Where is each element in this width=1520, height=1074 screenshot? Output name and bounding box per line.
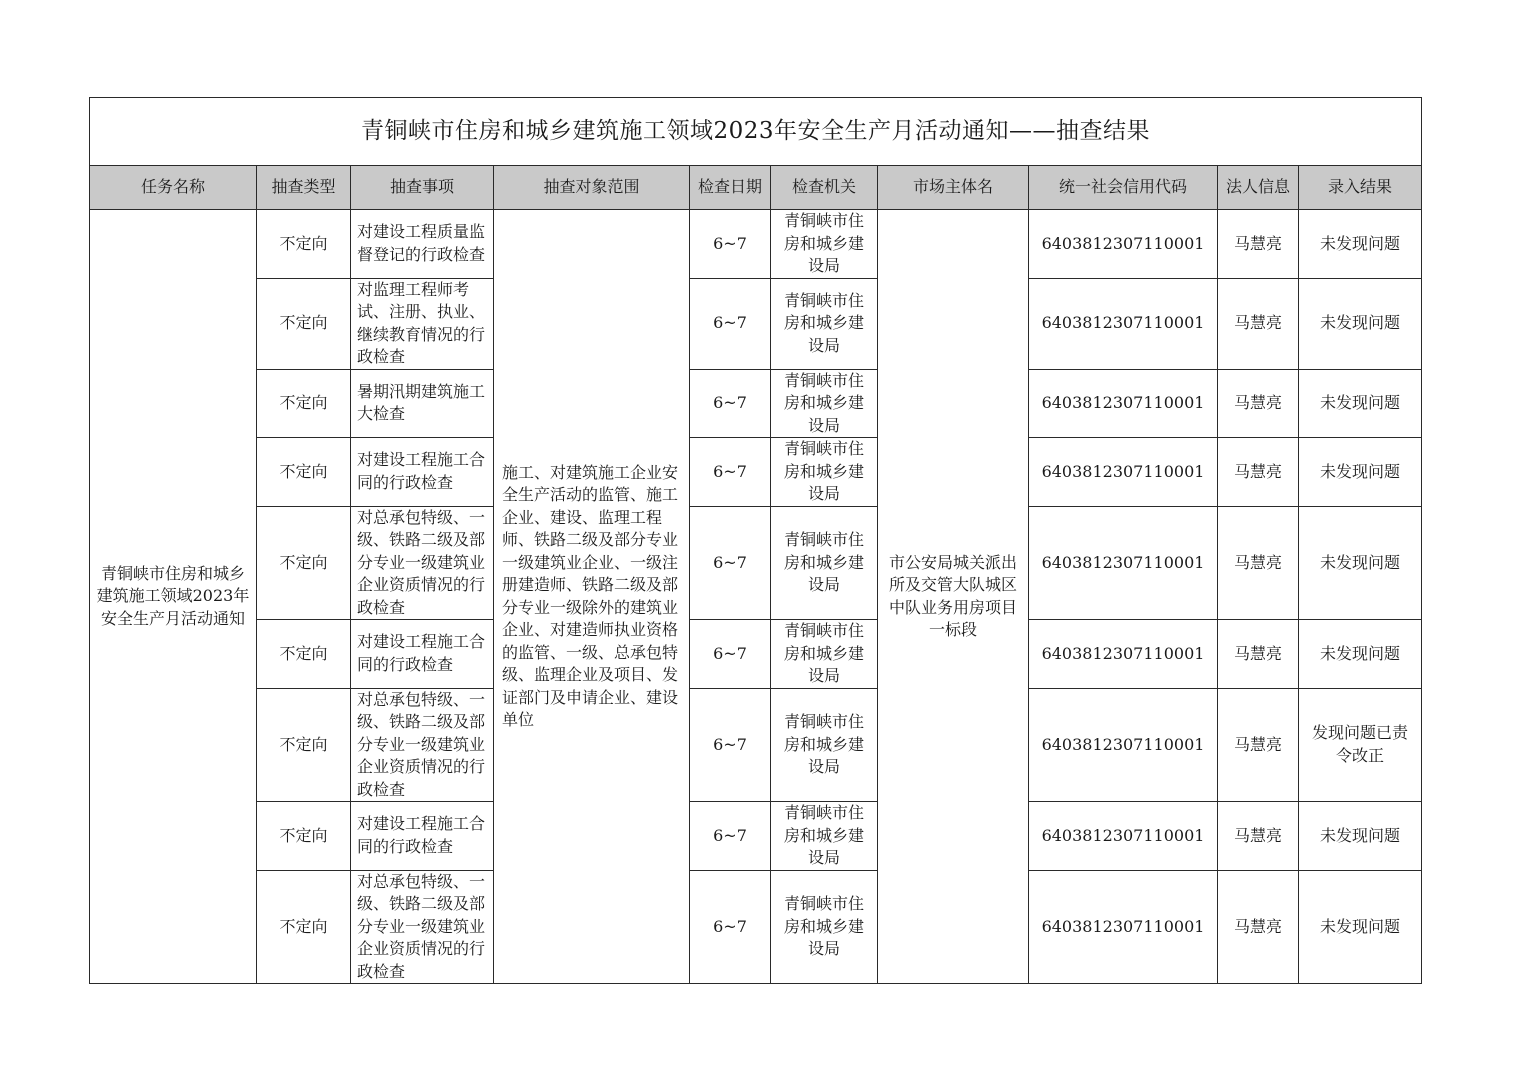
item-cell: 对总承包特级、一级、铁路二级及部分专业一级建筑业企业资质情况的行政检查 bbox=[351, 688, 494, 802]
date-cell: 6~7 bbox=[690, 802, 771, 871]
legal-cell: 马慧亮 bbox=[1218, 210, 1299, 279]
result-cell: 未发现问题 bbox=[1299, 278, 1422, 369]
table-row bbox=[90, 506, 1422, 620]
header-org: 检查机关 bbox=[771, 166, 878, 210]
item-cell: 对建设工程质量监督登记的行政检查 bbox=[351, 210, 494, 279]
org-cell: 青铜峡市住房和城乡建设局 bbox=[771, 278, 878, 369]
result-cell: 发现问题已责令改正 bbox=[1299, 688, 1422, 802]
code-cell: 6403812307110001 bbox=[1029, 369, 1218, 438]
org-cell: 青铜峡市住房和城乡建设局 bbox=[771, 438, 878, 507]
date-cell: 6~7 bbox=[690, 438, 771, 507]
org-cell: 青铜峡市住房和城乡建设局 bbox=[771, 506, 878, 620]
code-cell: 6403812307110001 bbox=[1029, 438, 1218, 507]
item-cell: 暑期汛期建筑施工大检查 bbox=[351, 369, 494, 438]
code-cell: 6403812307110001 bbox=[1029, 506, 1218, 620]
org-cell: 青铜峡市住房和城乡建设局 bbox=[771, 210, 878, 279]
header-scope: 抽查对象范围 bbox=[494, 166, 690, 210]
results-table bbox=[89, 97, 1422, 984]
table-row bbox=[90, 620, 1422, 689]
org-cell: 青铜峡市住房和城乡建设局 bbox=[771, 688, 878, 802]
legal-cell: 马慧亮 bbox=[1218, 278, 1299, 369]
header-entity: 市场主体名 bbox=[878, 166, 1029, 210]
item-cell: 对总承包特级、一级、铁路二级及部分专业一级建筑业企业资质情况的行政检查 bbox=[351, 870, 494, 984]
type-cell: 不定向 bbox=[257, 438, 351, 507]
org-cell: 青铜峡市住房和城乡建设局 bbox=[771, 870, 878, 984]
results-sheet bbox=[89, 97, 1420, 984]
type-cell: 不定向 bbox=[257, 369, 351, 438]
table-row bbox=[90, 369, 1422, 438]
date-cell: 6~7 bbox=[690, 369, 771, 438]
code-cell: 6403812307110001 bbox=[1029, 210, 1218, 279]
date-cell: 6~7 bbox=[690, 870, 771, 984]
header-row bbox=[90, 166, 1422, 210]
header-date: 检查日期 bbox=[690, 166, 771, 210]
type-cell: 不定向 bbox=[257, 870, 351, 984]
code-cell: 6403812307110001 bbox=[1029, 620, 1218, 689]
result-cell: 未发现问题 bbox=[1299, 802, 1422, 871]
result-cell: 未发现问题 bbox=[1299, 369, 1422, 438]
table-row bbox=[90, 438, 1422, 507]
org-cell: 青铜峡市住房和城乡建设局 bbox=[771, 620, 878, 689]
result-cell: 未发现问题 bbox=[1299, 506, 1422, 620]
task-name-cell: 青铜峡市住房和城乡建筑施工领域2023年安全生产月活动通知 bbox=[90, 210, 257, 984]
code-cell: 6403812307110001 bbox=[1029, 870, 1218, 984]
header-code: 统一社会信用代码 bbox=[1029, 166, 1218, 210]
result-cell: 未发现问题 bbox=[1299, 210, 1422, 279]
legal-cell: 马慧亮 bbox=[1218, 870, 1299, 984]
code-cell: 6403812307110001 bbox=[1029, 688, 1218, 802]
legal-cell: 马慧亮 bbox=[1218, 506, 1299, 620]
header-legal: 法人信息 bbox=[1218, 166, 1299, 210]
table-row bbox=[90, 210, 1422, 279]
date-cell: 6~7 bbox=[690, 688, 771, 802]
table-row bbox=[90, 688, 1422, 802]
item-cell: 对监理工程师考试、注册、执业、继续教育情况的行政检查 bbox=[351, 278, 494, 369]
legal-cell: 马慧亮 bbox=[1218, 369, 1299, 438]
type-cell: 不定向 bbox=[257, 802, 351, 871]
item-cell: 对建设工程施工合同的行政检查 bbox=[351, 802, 494, 871]
date-cell: 6~7 bbox=[690, 278, 771, 369]
legal-cell: 马慧亮 bbox=[1218, 802, 1299, 871]
code-cell: 6403812307110001 bbox=[1029, 278, 1218, 369]
entity-cell: 市公安局城关派出所及交管大队城区中队业务用房项目一标段 bbox=[878, 210, 1029, 984]
org-cell: 青铜峡市住房和城乡建设局 bbox=[771, 369, 878, 438]
type-cell: 不定向 bbox=[257, 620, 351, 689]
type-cell: 不定向 bbox=[257, 210, 351, 279]
org-cell: 青铜峡市住房和城乡建设局 bbox=[771, 802, 878, 871]
date-cell: 6~7 bbox=[690, 506, 771, 620]
table-row bbox=[90, 278, 1422, 369]
result-cell: 未发现问题 bbox=[1299, 438, 1422, 507]
code-cell: 6403812307110001 bbox=[1029, 802, 1218, 871]
header-task: 任务名称 bbox=[90, 166, 257, 210]
result-cell: 未发现问题 bbox=[1299, 870, 1422, 984]
item-cell: 对总承包特级、一级、铁路二级及部分专业一级建筑业企业资质情况的行政检查 bbox=[351, 506, 494, 620]
result-cell: 未发现问题 bbox=[1299, 620, 1422, 689]
date-cell: 6~7 bbox=[690, 620, 771, 689]
page-title: 青铜峡市住房和城乡建筑施工领域2023年安全生产月活动通知——抽查结果 bbox=[90, 98, 1422, 166]
header-result: 录入结果 bbox=[1299, 166, 1422, 210]
table-row bbox=[90, 870, 1422, 984]
type-cell: 不定向 bbox=[257, 278, 351, 369]
date-cell: 6~7 bbox=[690, 210, 771, 279]
type-cell: 不定向 bbox=[257, 506, 351, 620]
header-type: 抽查类型 bbox=[257, 166, 351, 210]
legal-cell: 马慧亮 bbox=[1218, 688, 1299, 802]
type-cell: 不定向 bbox=[257, 688, 351, 802]
scope-cell: 施工、对建筑施工企业安全生产活动的监管、施工企业、建设、监理工程师、铁路二级及部分专业一级建筑业企业、一级注册建造师、铁路二级及部分专业一级除外的建筑业企业、对建造师执业资格的监管、一级、总承包特级、监理企业及项目、发证部门及申请企业、建设单位 bbox=[494, 210, 690, 984]
item-cell: 对建设工程施工合同的行政检查 bbox=[351, 438, 494, 507]
header-item: 抽查事项 bbox=[351, 166, 494, 210]
item-cell: 对建设工程施工合同的行政检查 bbox=[351, 620, 494, 689]
table-row bbox=[90, 802, 1422, 871]
legal-cell: 马慧亮 bbox=[1218, 620, 1299, 689]
legal-cell: 马慧亮 bbox=[1218, 438, 1299, 507]
